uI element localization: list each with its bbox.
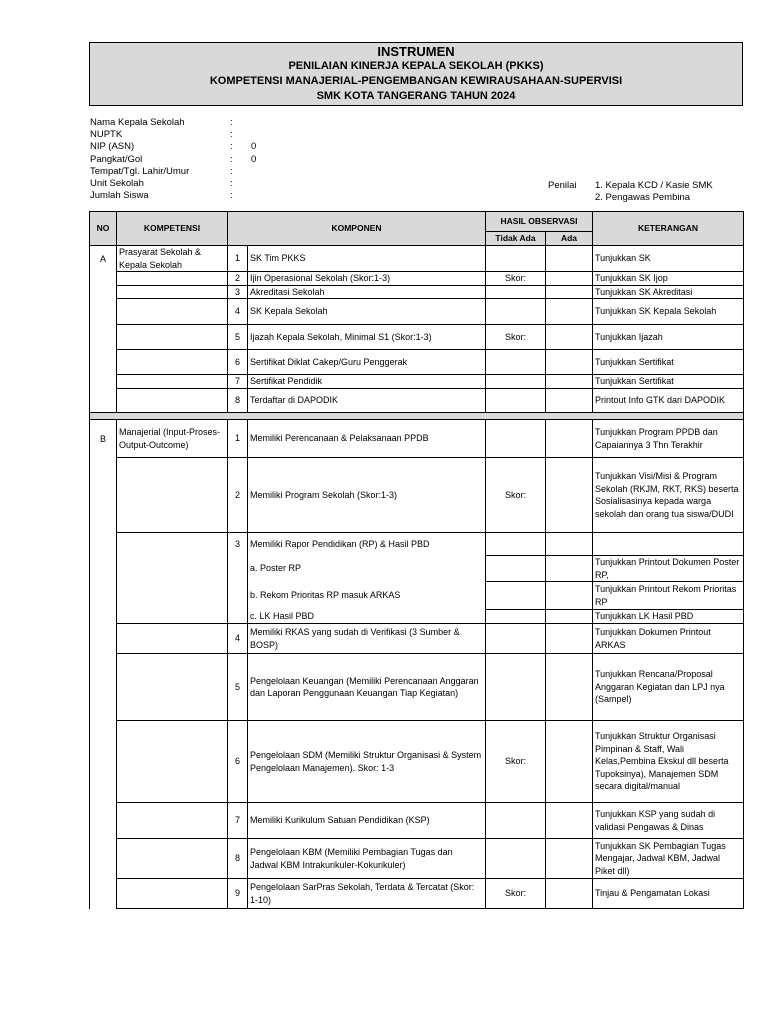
ada-cell[interactable] bbox=[546, 458, 593, 533]
ada-cell[interactable] bbox=[546, 325, 593, 350]
row-komponen: Pengelolaan SarPras Sekolah, Terdata & Tercatat (Skor: 1-10) bbox=[248, 879, 486, 909]
row-keterangan: Tunjukkan Sertifikat bbox=[593, 375, 744, 389]
table-row bbox=[90, 803, 744, 839]
section-separator bbox=[90, 413, 744, 420]
row-number: 2 bbox=[228, 272, 248, 286]
tidak-ada-cell[interactable]: Skor: bbox=[486, 325, 546, 350]
info-colon: : bbox=[230, 129, 233, 141]
header-tidak-ada: Tidak Ada bbox=[486, 232, 546, 246]
assessment-table bbox=[89, 211, 744, 909]
ada-cell[interactable] bbox=[546, 721, 593, 803]
table-row bbox=[90, 556, 744, 582]
table-row bbox=[90, 420, 744, 458]
info-colon: : bbox=[230, 190, 233, 202]
row-keterangan bbox=[593, 533, 744, 556]
header-title: INSTRUMEN bbox=[377, 44, 455, 59]
table-row bbox=[90, 272, 744, 286]
row-komponen: b. Rekom Prioritas RP masuk ARKAS bbox=[248, 582, 486, 610]
ada-cell[interactable] bbox=[546, 375, 593, 389]
row-keterangan: Tunjukkan Program PPDB dan Capaiannya 3 Thn Terakhir bbox=[593, 420, 744, 458]
table-row bbox=[90, 582, 744, 610]
ada-cell[interactable] bbox=[546, 556, 593, 582]
tidak-ada-cell[interactable] bbox=[486, 582, 546, 610]
ada-cell[interactable] bbox=[546, 533, 593, 556]
tidak-ada-cell[interactable] bbox=[486, 420, 546, 458]
info-label: Jumlah Siswa bbox=[90, 190, 149, 202]
header-keterangan: KETERANGAN bbox=[593, 212, 744, 246]
ada-cell[interactable] bbox=[546, 272, 593, 286]
section-no: B bbox=[90, 420, 117, 458]
row-number: 8 bbox=[228, 839, 248, 879]
header-school-year: SMK KOTA TANGERANG TAHUN 2024 bbox=[316, 90, 516, 102]
tidak-ada-cell[interactable]: Skor: bbox=[486, 458, 546, 533]
header-subtitle: PENILAIAN KINERJA KEPALA SEKOLAH (PKKS) bbox=[288, 60, 544, 72]
info-colon: : bbox=[230, 177, 233, 189]
ada-cell[interactable] bbox=[546, 654, 593, 721]
row-number: 6 bbox=[228, 721, 248, 803]
ada-cell[interactable] bbox=[546, 299, 593, 325]
header-no: NO bbox=[90, 212, 117, 246]
row-komponen: Ijin Operasional Sekolah (Skor:1-3) bbox=[248, 272, 486, 286]
ada-cell[interactable] bbox=[546, 582, 593, 610]
table-row bbox=[90, 839, 744, 879]
info-value: 0 bbox=[251, 141, 257, 153]
table-row bbox=[90, 285, 744, 299]
tidak-ada-cell[interactable] bbox=[486, 375, 546, 389]
ada-cell[interactable] bbox=[546, 879, 593, 909]
row-number bbox=[228, 556, 248, 582]
penilai-label: Penilai bbox=[548, 180, 577, 191]
row-number: 9 bbox=[228, 879, 248, 909]
row-komponen: Pengelolaan SDM (Memiliki Struktur Organisasi & System Pengelolaan Manajemen). Skor: 1-3 bbox=[248, 721, 486, 803]
info-label: NUPTK bbox=[90, 129, 123, 141]
row-komponen: Memiliki Perencanaan & Pelaksanaan PPDB bbox=[248, 420, 486, 458]
row-komponen: Memiliki Kurikulum Satuan Pendidikan (KSP) bbox=[248, 803, 486, 839]
table-row bbox=[90, 375, 744, 389]
penilai-option-2: 2. Pengawas Pembina bbox=[595, 192, 691, 204]
row-keterangan: Printout Info GTK dari DAPODIK bbox=[593, 389, 744, 413]
section-kompetensi: Manajerial (Input-Proses-Output-Outcome) bbox=[117, 420, 228, 458]
row-komponen: Memiliki Rapor Pendidikan (RP) & Hasil PBD bbox=[248, 533, 486, 556]
row-komponen: Pengelolaan Keuangan (Memiliki Perencanaan Anggaran dan Laporan Penggunaan Keuangan Tiap Kegiatan) bbox=[248, 654, 486, 721]
header-competency: KOMPETENSI MANAJERIAL-PENGEMBANGAN KEWIRAUSAHAAN-SUPERVISI bbox=[209, 75, 623, 87]
ada-cell[interactable] bbox=[546, 420, 593, 458]
tidak-ada-cell[interactable]: Skor: bbox=[486, 272, 546, 286]
table-row bbox=[90, 624, 744, 654]
row-keterangan: Tunjukkan SK Pembagian Tugas Mengajar, Jadwal KBM, Jadwal Piket dll) bbox=[593, 839, 744, 879]
info-colon: : bbox=[230, 117, 233, 128]
row-keterangan: Tunjukkan Dokumen Printout ARKAS bbox=[593, 624, 744, 654]
tidak-ada-cell[interactable]: Skor: bbox=[486, 721, 546, 803]
info-value: 0 bbox=[251, 153, 257, 165]
tidak-ada-cell[interactable] bbox=[486, 299, 546, 325]
row-keterangan: Tunjukkan Ijazah bbox=[593, 325, 744, 350]
info-label: Unit Sekolah bbox=[90, 177, 144, 189]
tidak-ada-cell[interactable]: Skor: bbox=[486, 879, 546, 909]
row-keterangan: Tunjukkan SK bbox=[593, 246, 744, 272]
table-row bbox=[90, 350, 744, 375]
info-label: Tempat/Tgl. Lahir/Umur bbox=[90, 165, 190, 177]
table-row bbox=[90, 246, 744, 272]
ada-cell[interactable] bbox=[546, 803, 593, 839]
row-keterangan: Tinjau & Pengamatan Lokasi bbox=[593, 879, 744, 909]
ada-cell[interactable] bbox=[546, 350, 593, 375]
header-komponen: KOMPONEN bbox=[228, 212, 486, 246]
tidak-ada-cell[interactable] bbox=[486, 654, 546, 721]
tidak-ada-cell[interactable] bbox=[486, 839, 546, 879]
info-colon: : bbox=[230, 141, 233, 153]
row-keterangan: Tunjukkan Visi/Misi & Program Sekolah (RKJM, RKT, RKS) beserta Sosialisasinya kepada warga sekolah dan orang tua siswa/DUDI bbox=[593, 458, 744, 533]
row-number: 6 bbox=[228, 350, 248, 375]
tidak-ada-cell[interactable] bbox=[486, 624, 546, 654]
tidak-ada-cell[interactable] bbox=[486, 285, 546, 299]
tidak-ada-cell[interactable] bbox=[486, 556, 546, 582]
row-number: 1 bbox=[228, 420, 248, 458]
section-no: A bbox=[90, 246, 117, 272]
info-colon: : bbox=[230, 165, 233, 177]
penilai-block bbox=[548, 180, 713, 204]
row-komponen: Pengelolaan KBM (Memiliki Pembagian Tugas dan Jadwal KBM Intrakurikuler-Kokurikuler) bbox=[248, 839, 486, 879]
row-komponen: SK Kepala Sekolah bbox=[248, 299, 486, 325]
ada-cell[interactable] bbox=[546, 624, 593, 654]
ada-cell[interactable] bbox=[546, 839, 593, 879]
row-number: 5 bbox=[228, 654, 248, 721]
table-row bbox=[90, 721, 744, 803]
row-number: 8 bbox=[228, 389, 248, 413]
table-row bbox=[90, 458, 744, 533]
row-keterangan: Tunjukkan Rencana/Proposal Anggaran Kegiatan dan LPJ nya (Sampel) bbox=[593, 654, 744, 721]
header-hasil-observasi: HASIL OBSERVASI bbox=[486, 212, 593, 232]
tidak-ada-cell[interactable] bbox=[486, 533, 546, 556]
row-keterangan: Tunjukkan LK Hasil PBD bbox=[593, 610, 744, 624]
row-number: 4 bbox=[228, 624, 248, 654]
table-row bbox=[90, 389, 744, 413]
row-number bbox=[228, 582, 248, 610]
row-keterangan: Tunjukkan Printout Dokumen Poster RP, bbox=[593, 556, 744, 582]
row-number: 1 bbox=[228, 246, 248, 272]
tidak-ada-cell[interactable] bbox=[486, 246, 546, 272]
penilai-option-1: 1. Kepala KCD / Kasie SMK bbox=[595, 180, 713, 191]
row-number: 3 bbox=[228, 533, 248, 556]
tidak-ada-cell[interactable] bbox=[486, 389, 546, 413]
document-header bbox=[89, 42, 743, 106]
row-komponen: Ijazah Kepala Sekolah, Minimal S1 (Skor:1-3) bbox=[248, 325, 486, 350]
info-label: Pangkat/Gol bbox=[90, 153, 143, 165]
row-number: 7 bbox=[228, 375, 248, 389]
row-komponen: Terdaftar di DAPODIK bbox=[248, 389, 486, 413]
row-number: 5 bbox=[228, 325, 248, 350]
row-number: 2 bbox=[228, 458, 248, 533]
row-keterangan: Tunjukkan SK Akreditasi bbox=[593, 285, 744, 299]
row-komponen: Sertifikat Pendidik bbox=[248, 375, 486, 389]
row-komponen: Sertifikat Diklat Cakep/Guru Penggerak bbox=[248, 350, 486, 375]
row-komponen: c. LK Hasil PBD bbox=[248, 610, 486, 624]
row-komponen: Memiliki Program Sekolah (Skor:1-3) bbox=[248, 458, 486, 533]
row-komponen: a. Poster RP bbox=[248, 556, 486, 582]
table-row bbox=[90, 610, 744, 624]
row-number: 7 bbox=[228, 803, 248, 839]
info-colon: : bbox=[230, 153, 233, 165]
row-number: 4 bbox=[228, 299, 248, 325]
row-keterangan: Tunjukkan Printout Rekom Prioritas RP bbox=[593, 582, 744, 610]
header-ada: Ada bbox=[546, 232, 593, 246]
row-keterangan: Tunjukkan Sertifikat bbox=[593, 350, 744, 375]
tidak-ada-cell[interactable] bbox=[486, 803, 546, 839]
row-keterangan: Tunjukkan SK Kepala Sekolah bbox=[593, 299, 744, 325]
table-row bbox=[90, 654, 744, 721]
table-row bbox=[90, 299, 744, 325]
ada-cell[interactable] bbox=[546, 389, 593, 413]
table-row bbox=[90, 325, 744, 350]
tidak-ada-cell[interactable] bbox=[486, 350, 546, 375]
ada-cell[interactable] bbox=[546, 246, 593, 272]
header-kompetensi: KOMPETENSI bbox=[117, 212, 228, 246]
section-kompetensi: Prasyarat Sekolah & Kepala Sekolah bbox=[117, 246, 228, 272]
table-row bbox=[90, 533, 744, 556]
tidak-ada-cell[interactable] bbox=[486, 610, 546, 624]
row-number: 3 bbox=[228, 285, 248, 299]
info-label: NIP (ASN) bbox=[90, 141, 135, 153]
row-komponen: Memiliki RKAS yang sudah di Verifikasi (3 Sumber & BOSP) bbox=[248, 624, 486, 654]
row-keterangan: Tunjukkan SK Ijop bbox=[593, 272, 744, 286]
row-komponen: Akreditasi Sekolah bbox=[248, 285, 486, 299]
row-number bbox=[228, 610, 248, 624]
row-keterangan: Tunjukkan KSP yang sudah di validasi Pengawas & Dinas bbox=[593, 803, 744, 839]
ada-cell[interactable] bbox=[546, 285, 593, 299]
info-label: Nama Kepala Sekolah bbox=[90, 117, 185, 128]
table-row bbox=[90, 879, 744, 909]
ada-cell[interactable] bbox=[546, 610, 593, 624]
row-keterangan: Tunjukkan Struktur Organisasi Pimpinan & Staff, Wali Kelas,Pembina Ekskul dll beserta Tupoksinya), Manajemen SDM secara digital/manual bbox=[593, 721, 744, 803]
row-komponen: SK Tim PKKS bbox=[248, 246, 486, 272]
